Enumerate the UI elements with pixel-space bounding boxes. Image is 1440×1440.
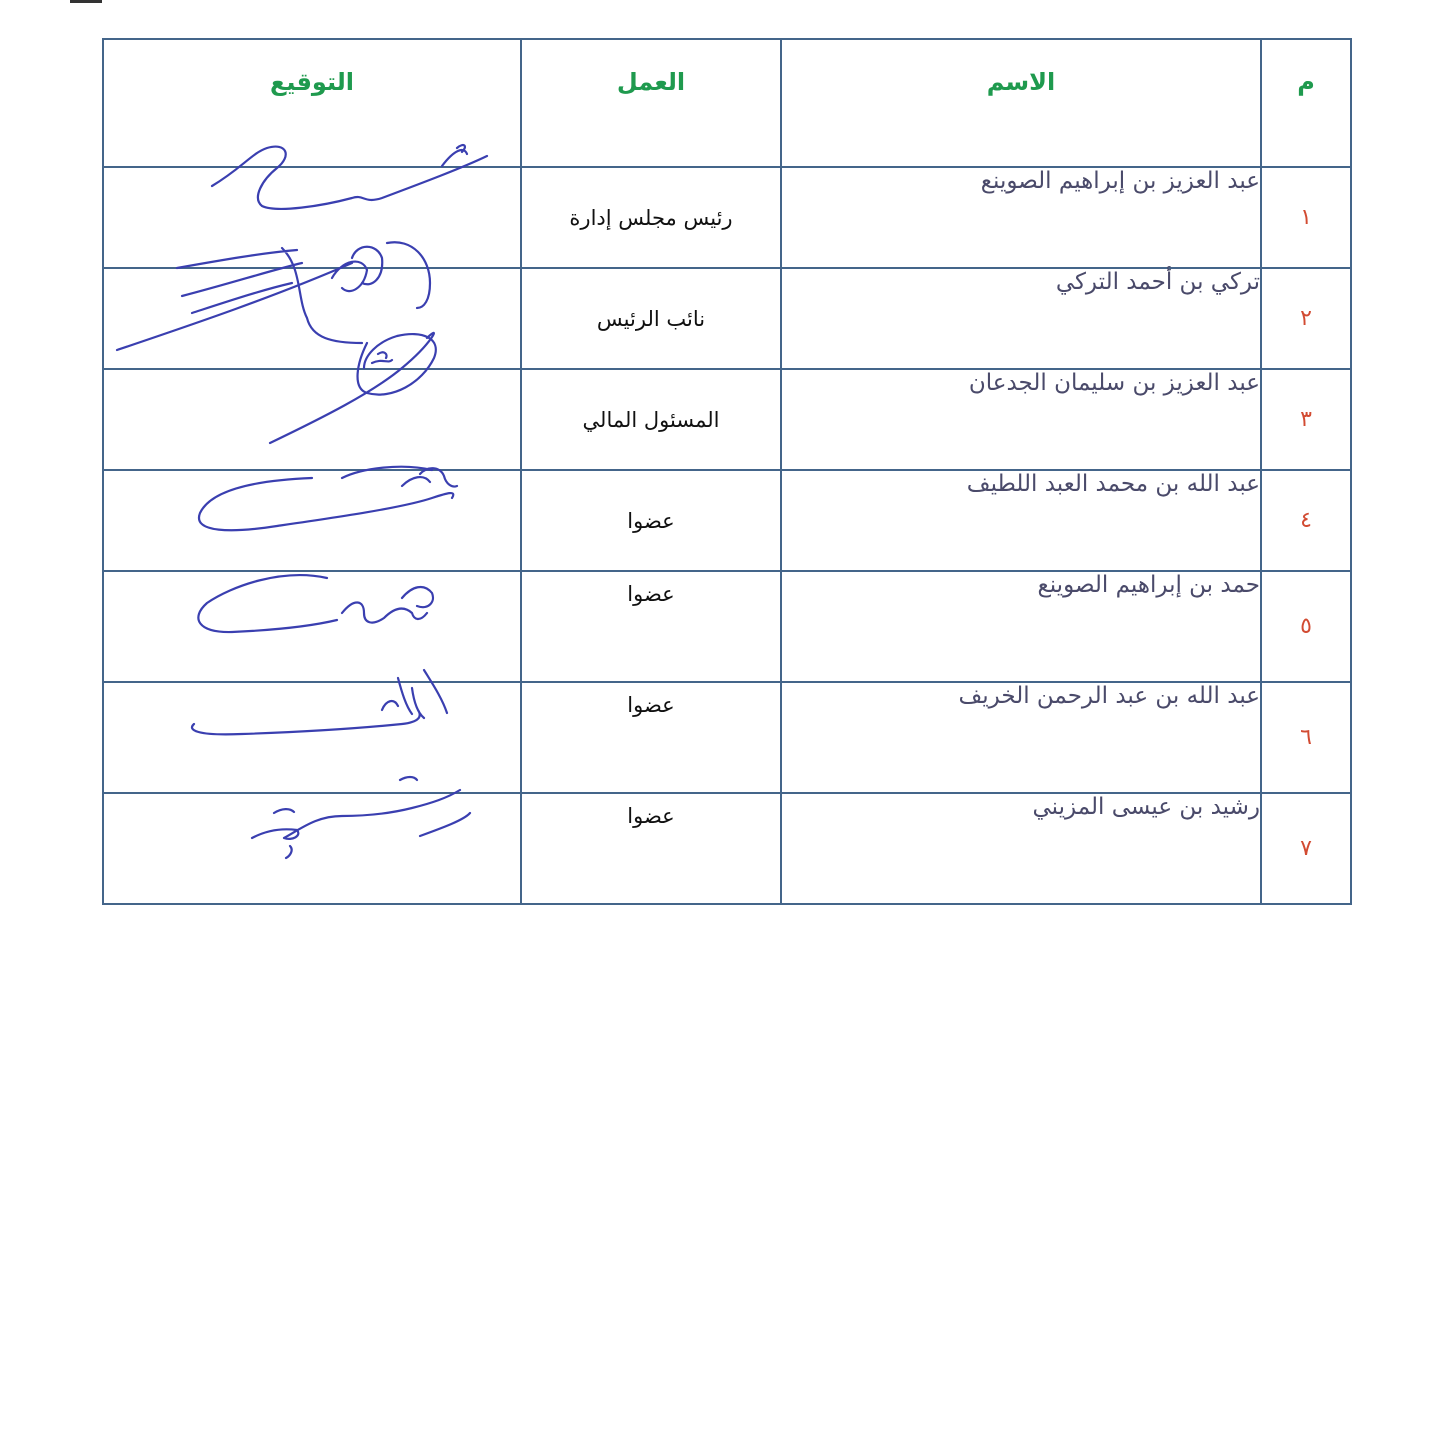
table-row xyxy=(103,470,1351,571)
page-corner-mark xyxy=(70,0,102,3)
member-job: عضوا xyxy=(521,571,781,682)
member-name: عبد الله بن عبد الرحمن الخريف xyxy=(781,682,1261,793)
signature-cell xyxy=(103,167,521,268)
table-row xyxy=(103,369,1351,470)
header-job: العمل xyxy=(521,39,781,167)
header-name: الاسم xyxy=(781,39,1261,167)
row-number: ١ xyxy=(1261,167,1351,268)
member-job: رئيس مجلس إدارة xyxy=(521,167,781,268)
table-row xyxy=(103,268,1351,369)
signature-cell xyxy=(103,268,521,369)
member-name: تركي بن أحمد التركي xyxy=(781,268,1261,369)
signatures-table xyxy=(102,38,1352,905)
member-name: حمد بن إبراهيم الصوينع xyxy=(781,571,1261,682)
signature-cell xyxy=(103,682,521,793)
signature-cell xyxy=(103,571,521,682)
row-number: ٧ xyxy=(1261,793,1351,904)
header-signature: التوقيع xyxy=(103,39,521,167)
signature-cell xyxy=(103,369,521,470)
row-number: ٣ xyxy=(1261,369,1351,470)
row-number: ٥ xyxy=(1261,571,1351,682)
member-name: عبد الله بن محمد العبد اللطيف xyxy=(781,470,1261,571)
member-name: عبد العزيز بن إبراهيم الصوينع xyxy=(781,167,1261,268)
member-job: عضوا xyxy=(521,793,781,904)
table-row xyxy=(103,682,1351,793)
table-row xyxy=(103,793,1351,904)
member-job: المسئول المالي xyxy=(521,369,781,470)
table-row xyxy=(103,571,1351,682)
member-job: عضوا xyxy=(521,470,781,571)
row-number: ٦ xyxy=(1261,682,1351,793)
signature-cell xyxy=(103,793,521,904)
member-job: عضوا xyxy=(521,682,781,793)
member-name: عبد العزيز بن سليمان الجدعان xyxy=(781,369,1261,470)
member-name: رشيد بن عيسى المزيني xyxy=(781,793,1261,904)
member-job: نائب الرئيس xyxy=(521,268,781,369)
table-header-row xyxy=(103,39,1351,167)
header-number: م xyxy=(1261,39,1351,167)
table-row xyxy=(103,167,1351,268)
signature-cell xyxy=(103,470,521,571)
row-number: ٢ xyxy=(1261,268,1351,369)
row-number: ٤ xyxy=(1261,470,1351,571)
